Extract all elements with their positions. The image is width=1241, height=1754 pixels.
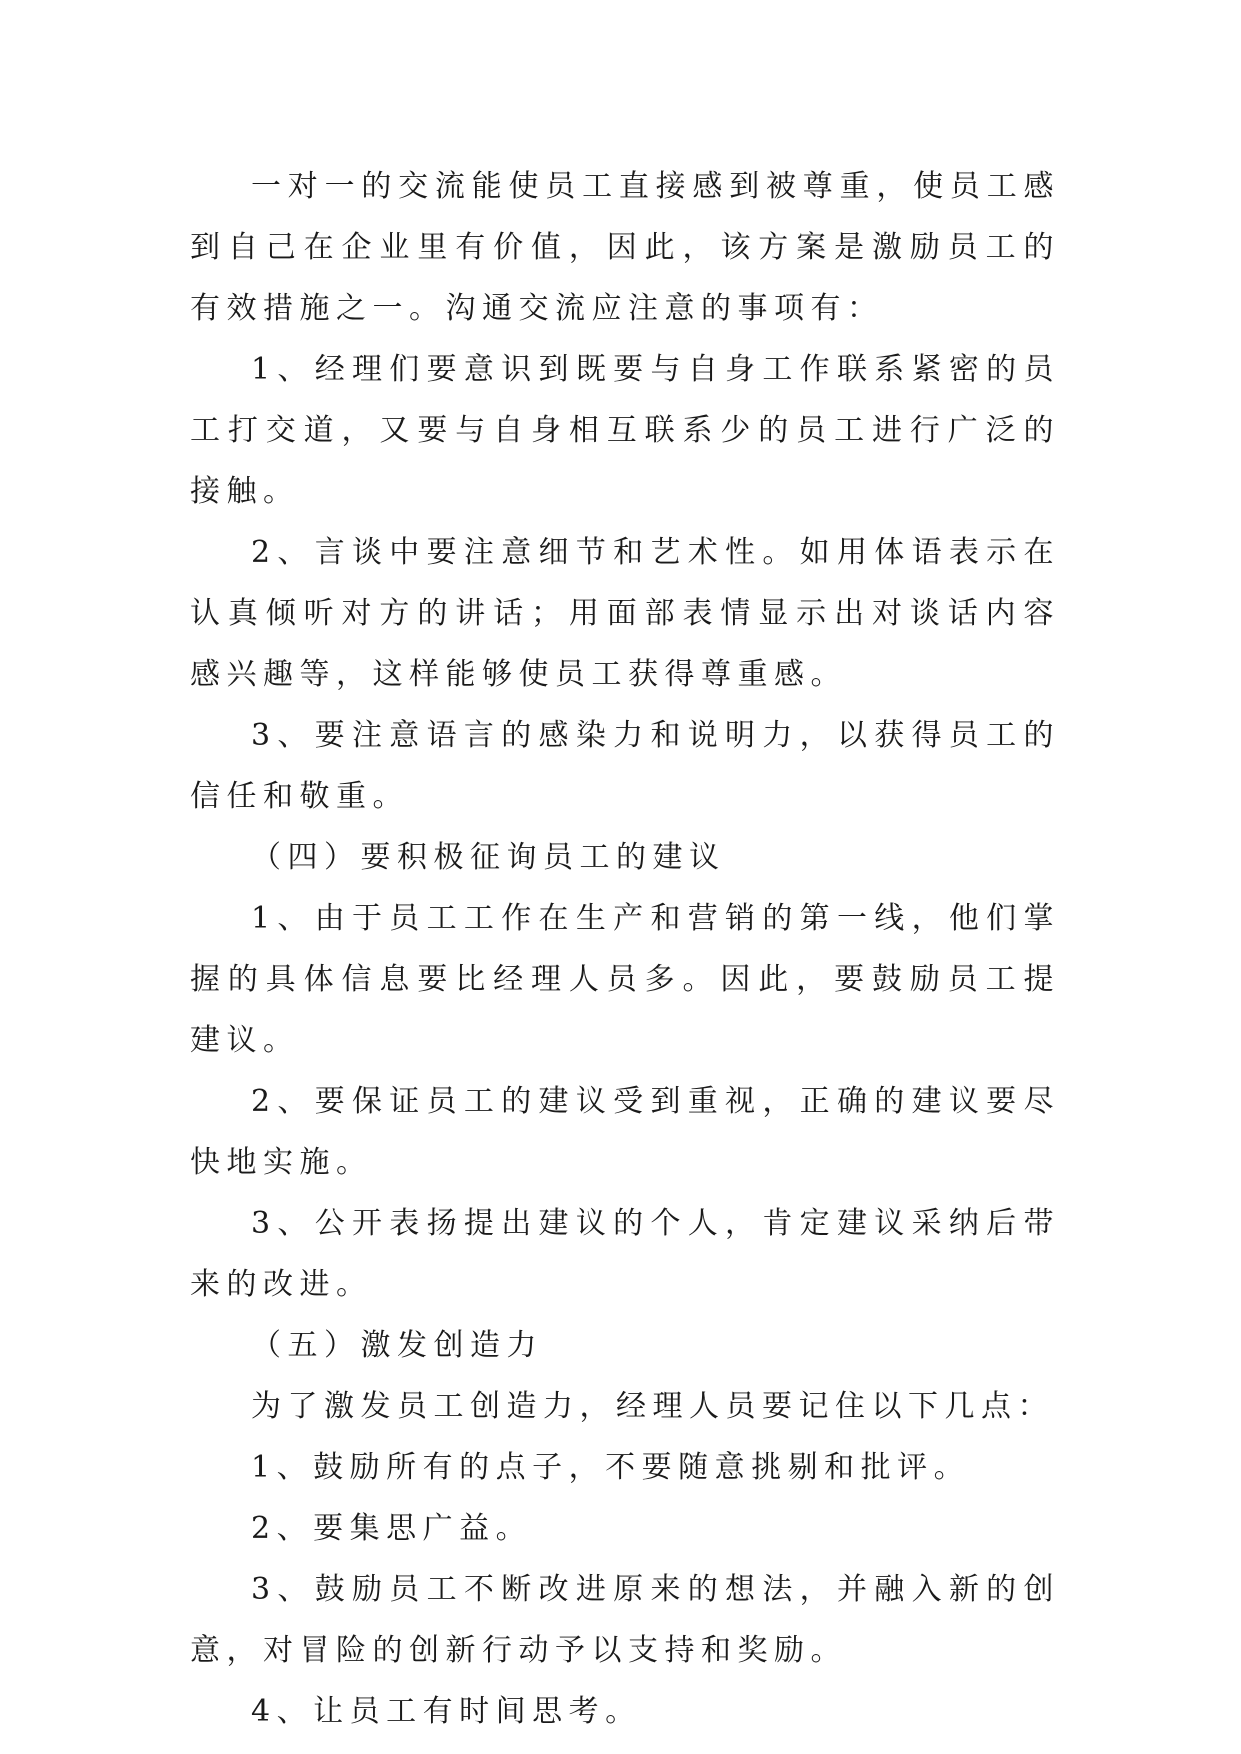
- paragraph-creativity-intro: 为了激发员工创造力，经理人员要记住以下几点：: [251, 1389, 1054, 1424]
- section-heading-5: （五）激发创造力: [251, 1328, 543, 1363]
- document-body: [190, 156, 1060, 1742]
- paragraph-suggestion-1: 1、由于员工工作在生产和营销的第一线，他们掌握的具体信息要比经理人员多。因此，要鼓励员工提建议。: [190, 901, 1060, 1058]
- paragraph-intro: 一对一的交流能使员工直接感到被尊重，使员工感到自己在企业里有价值，因此，该方案是激励员工的有效措施之一。沟通交流应注意的事项有：: [190, 169, 1060, 326]
- paragraph-creativity-3: 3、鼓励员工不断改进原来的想法，并融入新的创意，对冒险的创新行动予以支持和奖励。: [190, 1572, 1060, 1668]
- paragraph-suggestion-2: 2、要保证员工的建议受到重视，正确的建议要尽快地实施。: [190, 1084, 1060, 1180]
- paragraph-creativity-2: 2、要集思广益。: [251, 1511, 533, 1546]
- paragraph-creativity-1: 1、鼓励所有的点子，不要随意挑剔和批评。: [251, 1450, 971, 1485]
- paragraph-item-3: 3、要注意语言的感染力和说明力，以获得员工的信任和敬重。: [190, 718, 1060, 814]
- paragraph-item-2: 2、言谈中要注意细节和艺术性。如用体语表示在认真倾听对方的讲话；用面部表情显示出对谈话内容感兴趣等，这样能够使员工获得尊重感。: [190, 535, 1060, 692]
- paragraph-suggestion-3: 3、公开表扬提出建议的个人，肯定建议采纳后带来的改进。: [190, 1206, 1060, 1302]
- paragraph-item-1: 1、经理们要意识到既要与自身工作联系紧密的员工打交道，又要与自身相互联系少的员工进行广泛的接触。: [190, 352, 1060, 509]
- paragraph-creativity-4: 4、让员工有时间思考。: [251, 1694, 642, 1729]
- section-heading-4: （四）要积极征询员工的建议: [251, 840, 726, 875]
